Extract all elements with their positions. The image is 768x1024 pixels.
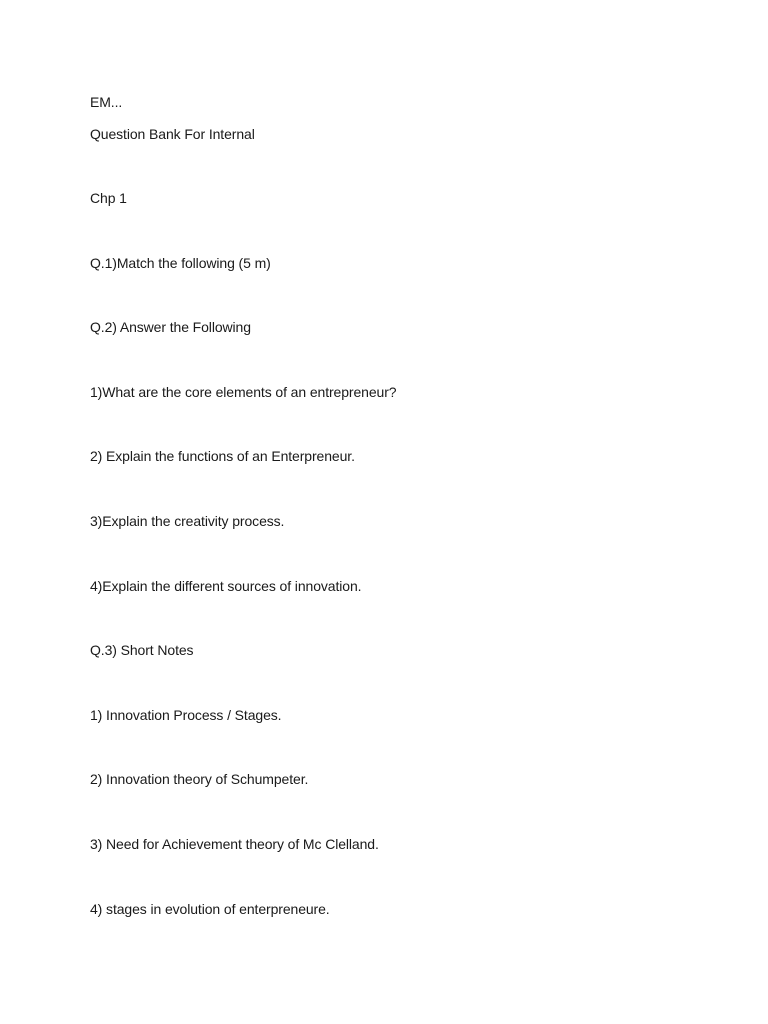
question-2-heading: Q.2) Answer the Following <box>90 319 251 335</box>
question-2-item: 3)Explain the creativity process. <box>90 513 285 529</box>
question-2-item: 4)Explain the different sources of innovation. <box>90 578 362 594</box>
question-1: Q.1)Match the following (5 m) <box>90 255 271 271</box>
chapter-heading: Chp 1 <box>90 190 127 206</box>
question-2-item: 2) Explain the functions of an Enterpreneur. <box>90 448 355 464</box>
question-3-item: 1) Innovation Process / Stages. <box>90 707 282 723</box>
question-3-heading: Q.3) Short Notes <box>90 642 194 658</box>
question-2-item: 1)What are the core elements of an entrepreneur? <box>90 384 397 400</box>
document-header: EM... <box>90 94 123 110</box>
document-title: Question Bank For Internal <box>90 126 255 142</box>
question-3-item: 4) stages in evolution of enterpreneure. <box>90 901 330 917</box>
question-3-item: 3) Need for Achievement theory of Mc Clelland. <box>90 836 379 852</box>
question-3-item: 2) Innovation theory of Schumpeter. <box>90 771 309 787</box>
